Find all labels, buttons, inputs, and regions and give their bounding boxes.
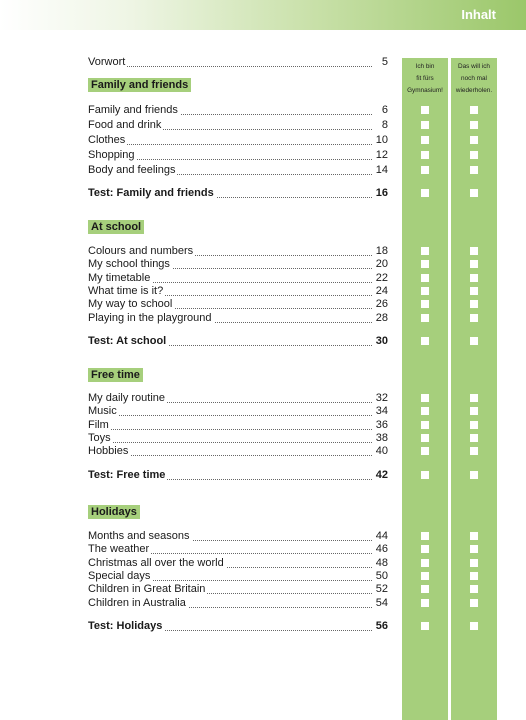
checkbox-fit[interactable] bbox=[421, 121, 429, 129]
header-bar bbox=[0, 0, 526, 30]
entry-label: My school things bbox=[88, 258, 170, 270]
checkbox-fit[interactable] bbox=[421, 585, 429, 593]
entry-label: Family and friends bbox=[88, 104, 178, 116]
toc-entry bbox=[88, 432, 388, 445]
checkbox-repeat[interactable] bbox=[470, 337, 478, 345]
entry-page-number: 20 bbox=[375, 258, 388, 270]
checkbox-fit[interactable] bbox=[421, 572, 429, 580]
dot-leader bbox=[88, 442, 372, 443]
entry-page-number: 52 bbox=[375, 583, 388, 595]
checkbox-repeat[interactable] bbox=[470, 106, 478, 114]
section-heading: At school bbox=[88, 220, 144, 234]
toc-entry bbox=[88, 419, 388, 432]
entry-page-number: 26 bbox=[375, 298, 388, 310]
test-entry bbox=[88, 469, 388, 482]
checkbox-repeat[interactable] bbox=[470, 585, 478, 593]
checkbox-fit[interactable] bbox=[421, 447, 429, 455]
toc-entry bbox=[88, 392, 388, 405]
checkbox-repeat[interactable] bbox=[470, 287, 478, 295]
checkbox-fit[interactable] bbox=[421, 622, 429, 630]
entry-page-number: 54 bbox=[375, 597, 388, 609]
column-header-line: noch mal bbox=[461, 75, 487, 82]
toc-entry bbox=[88, 570, 388, 583]
toc-entry bbox=[88, 285, 388, 298]
entry-label: Food and drink bbox=[88, 119, 162, 131]
entry-page-number: 30 bbox=[375, 335, 388, 347]
toc-entry bbox=[88, 134, 388, 147]
entry-label: Children in Australia bbox=[88, 597, 186, 609]
column-header-line: Ich bin bbox=[415, 63, 435, 70]
entry-label: My daily routine bbox=[88, 392, 166, 404]
entry-page-number: 48 bbox=[375, 557, 388, 569]
checkbox-repeat[interactable] bbox=[470, 447, 478, 455]
entry-page-number: 34 bbox=[375, 405, 388, 417]
entry-page-number: 32 bbox=[375, 392, 388, 404]
entry-label: Toys bbox=[88, 432, 111, 444]
toc-entry bbox=[88, 312, 388, 325]
checkbox-fit[interactable] bbox=[421, 106, 429, 114]
toc-entry bbox=[88, 258, 388, 271]
entry-page-number: 22 bbox=[375, 272, 388, 284]
entry-page-number: 14 bbox=[375, 164, 388, 176]
checkbox-repeat[interactable] bbox=[470, 394, 478, 402]
toc-entry bbox=[88, 104, 388, 117]
column-header-repeat bbox=[451, 61, 497, 97]
entry-page-number: 18 bbox=[375, 245, 388, 257]
checkbox-fit[interactable] bbox=[421, 247, 429, 255]
entry-page-number: 42 bbox=[375, 469, 388, 481]
checkbox-repeat[interactable] bbox=[470, 260, 478, 268]
checkbox-fit[interactable] bbox=[421, 434, 429, 442]
toc-entry bbox=[88, 597, 388, 610]
entry-page-number: 12 bbox=[375, 149, 388, 161]
checkbox-repeat[interactable] bbox=[470, 166, 478, 174]
checkbox-fit[interactable] bbox=[421, 421, 429, 429]
toc-entry bbox=[88, 298, 388, 311]
entry-label: Music bbox=[88, 405, 117, 417]
entry-label: Test: Free time bbox=[88, 469, 166, 481]
checkbox-fit[interactable] bbox=[421, 471, 429, 479]
page-title: Inhalt bbox=[461, 7, 496, 22]
entry-page-number: 50 bbox=[375, 570, 388, 582]
entry-page-number: 46 bbox=[375, 543, 388, 555]
checkbox-repeat[interactable] bbox=[470, 532, 478, 540]
toc-entry bbox=[88, 272, 388, 285]
column-header-line: Gymnasium! bbox=[407, 87, 443, 94]
entry-page-number: 5 bbox=[381, 56, 388, 68]
checkbox-repeat[interactable] bbox=[470, 407, 478, 415]
dot-leader bbox=[88, 429, 372, 430]
checkbox-fit[interactable] bbox=[421, 407, 429, 415]
entry-label: The weather bbox=[88, 543, 150, 555]
entry-page-number: 56 bbox=[375, 620, 388, 632]
checkbox-fit[interactable] bbox=[421, 532, 429, 540]
checkbox-fit[interactable] bbox=[421, 260, 429, 268]
column-header-line: Das will ich bbox=[458, 63, 490, 70]
checkbox-repeat[interactable] bbox=[470, 121, 478, 129]
checkbox-repeat[interactable] bbox=[470, 434, 478, 442]
checkbox-repeat[interactable] bbox=[470, 314, 478, 322]
checkbox-repeat[interactable] bbox=[470, 136, 478, 144]
test-entry bbox=[88, 335, 388, 348]
test-entry bbox=[88, 187, 388, 200]
entry-label: Children in Great Britain bbox=[88, 583, 206, 595]
entry-label: Test: At school bbox=[88, 335, 167, 347]
toc-entry bbox=[88, 557, 388, 570]
toc-entry bbox=[88, 583, 388, 596]
checkbox-repeat[interactable] bbox=[470, 189, 478, 197]
checkbox-fit[interactable] bbox=[421, 394, 429, 402]
entry-label: My timetable bbox=[88, 272, 151, 284]
section-heading: Family and friends bbox=[88, 78, 191, 92]
entry-label: Test: Holidays bbox=[88, 620, 163, 632]
checkbox-fit[interactable] bbox=[421, 287, 429, 295]
entry-label: Christmas all over the world bbox=[88, 557, 224, 569]
checkbox-fit[interactable] bbox=[421, 274, 429, 282]
column-header-fit bbox=[402, 61, 448, 97]
entry-label: Colours and numbers bbox=[88, 245, 194, 257]
toc-entry bbox=[88, 245, 388, 258]
checkbox-repeat[interactable] bbox=[470, 622, 478, 630]
entry-label: Vorwort bbox=[88, 56, 126, 68]
checkbox-fit[interactable] bbox=[421, 314, 429, 322]
entry-page-number: 16 bbox=[375, 187, 388, 199]
entry-label: Body and feelings bbox=[88, 164, 176, 176]
entry-label: Months and seasons bbox=[88, 530, 190, 542]
checkbox-fit[interactable] bbox=[421, 559, 429, 567]
checkbox-repeat[interactable] bbox=[470, 471, 478, 479]
entry-page-number: 28 bbox=[375, 312, 388, 324]
dot-leader bbox=[88, 66, 372, 67]
checkbox-repeat[interactable] bbox=[470, 247, 478, 255]
checkbox-repeat[interactable] bbox=[470, 274, 478, 282]
entry-label: Special days bbox=[88, 570, 151, 582]
entry-page-number: 40 bbox=[375, 445, 388, 457]
entry-label: Clothes bbox=[88, 134, 126, 146]
dot-leader bbox=[88, 455, 372, 456]
checkbox-repeat[interactable] bbox=[470, 559, 478, 567]
checkbox-fit[interactable] bbox=[421, 189, 429, 197]
checkbox-fit[interactable] bbox=[421, 599, 429, 607]
checkbox-repeat[interactable] bbox=[470, 545, 478, 553]
entry-label: Shopping bbox=[88, 149, 135, 161]
toc-entry bbox=[88, 445, 388, 458]
entry-label: Playing in the playground bbox=[88, 312, 212, 324]
checkbox-fit[interactable] bbox=[421, 337, 429, 345]
entry-page-number: 6 bbox=[381, 104, 388, 116]
column-header-line: wiederholen. bbox=[455, 87, 493, 94]
entry-page-number: 24 bbox=[375, 285, 388, 297]
checkbox-repeat[interactable] bbox=[470, 572, 478, 580]
checkbox-fit[interactable] bbox=[421, 300, 429, 308]
checkbox-repeat[interactable] bbox=[470, 421, 478, 429]
checkbox-fit[interactable] bbox=[421, 136, 429, 144]
entry-page-number: 36 bbox=[375, 419, 388, 431]
toc-entry bbox=[88, 56, 388, 69]
header-gradient bbox=[0, 0, 526, 30]
entry-label: Film bbox=[88, 419, 109, 431]
toc-entry bbox=[88, 530, 388, 543]
toc-entry bbox=[88, 149, 388, 162]
checkbox-fit[interactable] bbox=[421, 151, 429, 159]
toc-entry bbox=[88, 405, 388, 418]
section-heading: Holidays bbox=[88, 505, 140, 519]
dot-leader bbox=[88, 415, 372, 416]
checkbox-repeat[interactable] bbox=[470, 300, 478, 308]
entry-label: Test: Family and friends bbox=[88, 187, 214, 199]
checkbox-fit[interactable] bbox=[421, 545, 429, 553]
checkbox-repeat[interactable] bbox=[470, 151, 478, 159]
entry-page-number: 44 bbox=[375, 530, 388, 542]
column-header-line: fit fürs bbox=[416, 75, 434, 82]
toc-entry bbox=[88, 543, 388, 556]
entry-label: What time is it? bbox=[88, 285, 164, 297]
entry-page-number: 38 bbox=[375, 432, 388, 444]
checkbox-repeat[interactable] bbox=[470, 599, 478, 607]
toc-entry bbox=[88, 119, 388, 132]
test-entry bbox=[88, 620, 388, 633]
section-heading: Free time bbox=[88, 368, 143, 382]
entry-page-number: 10 bbox=[375, 134, 388, 146]
toc-entry bbox=[88, 164, 388, 177]
checkbox-fit[interactable] bbox=[421, 166, 429, 174]
dot-leader bbox=[88, 144, 372, 145]
entry-label: Hobbies bbox=[88, 445, 129, 457]
entry-label: My way to school bbox=[88, 298, 173, 310]
entry-page-number: 8 bbox=[381, 119, 388, 131]
